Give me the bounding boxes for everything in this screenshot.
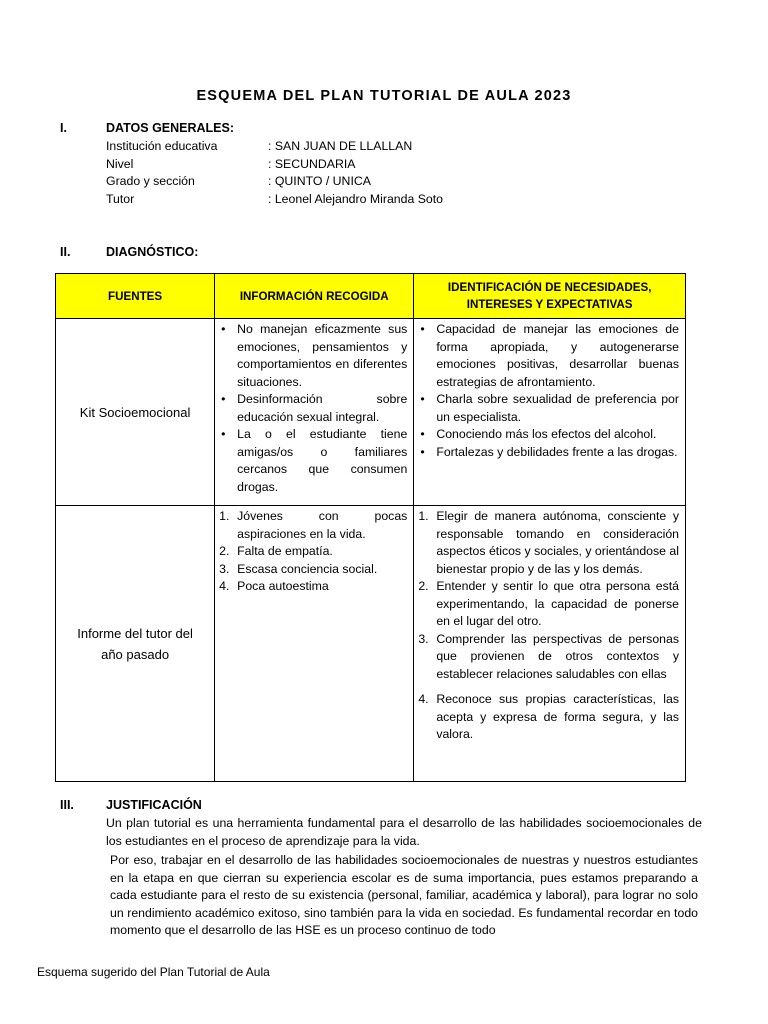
- info-row: [106, 173, 443, 191]
- section-number: II.: [60, 245, 71, 259]
- justification-paragraph: Un plan tutorial es una herramienta fundamental para el desarrollo de las habilidades socioemocionales de los estudiantes en el proceso de aprendizaje para la vida.: [106, 816, 702, 848]
- justification-paragraph: Por eso, trabajar en el desarrollo de las habilidades socioemocionales de nuestras y nuestros estudiantes en la etapa en que cierran su experiencia escolar es de suma importancia, pues estamos preparando a cada estudiante para el resto de su existencia (personal, familiar, académica y laboral), para lograr no solo un rendimiento académico exitoso, sino también para la vida en sociedad. Es fundamental recordar en todo momento que el desarrollo de las HSE es un proceso continuo de todo: [110, 853, 698, 937]
- list-item: • Capacidad de manejar las emociones de forma apropiada, y autogenerarse emociones positivas, desarrollar buenas estrategias de afrontamiento.: [414, 321, 685, 391]
- info-row: [106, 156, 443, 174]
- list-item: • No manejan eficazmente sus emociones, pensamientos y comportamientos en diferentes situaciones.: [215, 321, 413, 391]
- page-footer: Esquema sugerido del Plan Tutorial de Aula: [37, 965, 270, 979]
- list-item: 1. Elegir de manera autónoma, consciente y responsable tomando en consideración aspectos éticos y sociales, y orientándose al bienestar propio y de las y los demás.: [418, 509, 679, 576]
- list-item: • Conociendo más los efectos del alcohol.: [414, 426, 685, 444]
- list-item: • Fortalezas y debilidades frente a las drogas.: [414, 444, 685, 462]
- section-title: DATOS GENERALES:: [106, 121, 235, 135]
- header-informacion: INFORMACIÓN RECOGIDA: [215, 274, 414, 319]
- document-title: ESQUEMA DEL PLAN TUTORIAL DE AULA 2023: [196, 88, 572, 104]
- section-title: JUSTIFICACIÓN: [106, 798, 202, 812]
- section-number: III.: [60, 798, 74, 812]
- section-title: DIAGNÓSTICO:: [106, 245, 199, 259]
- info-row: [106, 138, 443, 156]
- list-item: • Charla sobre sexualidad de preferencia por un especialista.: [414, 391, 685, 426]
- needs-cell: [414, 319, 686, 506]
- info-label: Grado y sección: [106, 174, 195, 188]
- list-item: 2. Entender y sentir lo que otra persona está experimentando, la capacidad de ponerse en el lugar del otro.: [418, 579, 679, 628]
- info-value: : SAN JUAN DE LLALLAN: [268, 139, 413, 153]
- list-item: 2. Falta de empatía.: [219, 544, 333, 558]
- list-item: 3. Escasa conciencia social.: [219, 561, 378, 576]
- table-row: [56, 319, 686, 506]
- section-number: I.: [60, 121, 67, 135]
- section-datos-generales-heading: [60, 121, 234, 135]
- info-row: [106, 191, 443, 209]
- list-item: 1. Jóvenes con pocas aspiraciones en la vida.: [219, 509, 408, 541]
- list-item: 3. Comprender las perspectivas de personas que provienen de otros contextos y establecer relaciones saludables con ellas: [418, 631, 679, 681]
- section-diagnostico-heading: [60, 245, 198, 259]
- info-label: Tutor: [106, 191, 135, 206]
- header-necesidades: IDENTIFICACIÓN DE NECESIDADES, INTERESES Y EXPECTATIVAS: [414, 274, 686, 319]
- info-cell: [215, 319, 414, 506]
- section-justificacion-heading: [60, 798, 202, 812]
- header-fuentes: FUENTES: [56, 274, 215, 319]
- info-value: : QUINTO / UNICA: [268, 174, 371, 188]
- list-item: 4. Reconoce sus propias características, las acepta y expresa de forma segura, y las valora.: [418, 692, 679, 741]
- info-value: : SECUNDARIA: [268, 156, 356, 171]
- list-item: 4. Poca autoestima: [219, 579, 329, 593]
- list-item: • La o el estudiante tiene amigas/os o familiares cercanos que consumen drogas.: [215, 426, 413, 496]
- list-item: • Desinformación sobre educación sexual integral.: [215, 391, 413, 426]
- diagnostic-table: [55, 273, 686, 782]
- source-cell: Kit Socioemocional: [56, 319, 215, 506]
- info-label: Institución educativa: [106, 139, 218, 153]
- table-header-row: [56, 274, 686, 319]
- info-value: : Leonel Alejandro Miranda Soto: [268, 191, 444, 206]
- needs-cell: [414, 506, 686, 782]
- info-cell: [215, 506, 414, 782]
- table-row: [56, 506, 686, 782]
- info-label: Nivel: [106, 156, 134, 171]
- source-cell: Informe del tutor del año pasado: [56, 506, 215, 782]
- datos-generales-list: [106, 138, 443, 208]
